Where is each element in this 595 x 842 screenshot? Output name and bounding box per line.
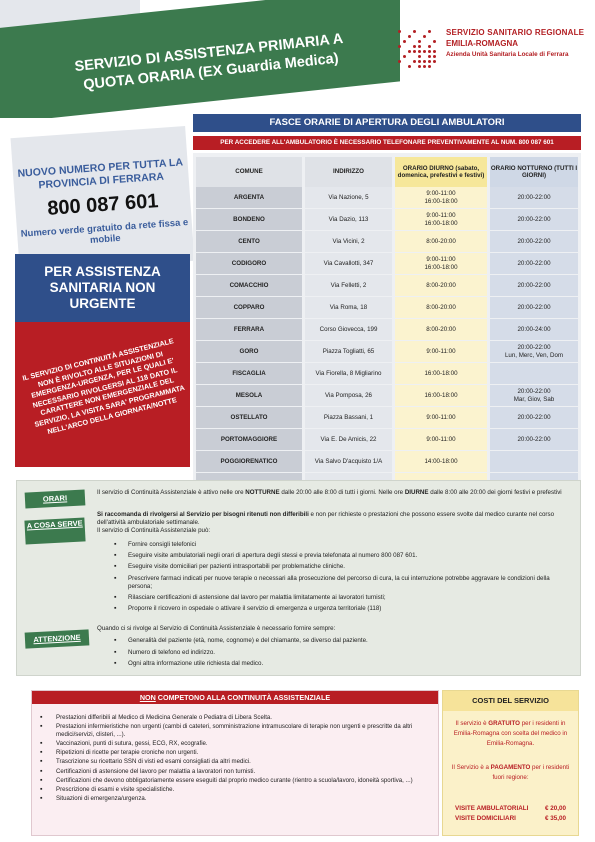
non-competono-box xyxy=(31,690,439,836)
cell-comune: FISCAGLIA xyxy=(196,363,302,384)
non-competono-item: ▪ Ripetizioni di ricette per terapie croniche non urgenti. xyxy=(38,749,428,757)
costs-title: COSTI DEL SERVIZIO xyxy=(443,691,578,711)
ssr-logo xyxy=(398,26,588,76)
non-competono-item: ▪ Situazioni di emergenza/urgenza. xyxy=(38,795,428,803)
non-competono-item: ▪ Trascrizione su ricettario SSN di visti ed esami consigliati da altri medici. xyxy=(38,758,428,766)
non-competono-list xyxy=(32,704,438,803)
acosa-item: ▪ Eseguire visite domiciliari per pazienti intrasportabili per problematiche cliniche. xyxy=(112,563,572,571)
cell-indirizzo: Corso Giovecca, 199 xyxy=(305,319,392,340)
cell-diurno: 9:00-11:00 xyxy=(395,407,487,428)
header-comune: COMUNE xyxy=(196,157,302,187)
cell-notturno: 20:00-22:00 xyxy=(490,297,578,318)
cell-diurno: 16:00-18:00 xyxy=(395,363,487,384)
schedule-rows xyxy=(193,187,581,516)
cell-comune: FERRARA xyxy=(196,319,302,340)
attenzione-list xyxy=(112,637,572,672)
schedule-title: FASCE ORARIE DI APERTURA DEGLI AMBULATORI xyxy=(193,114,581,132)
cell-comune: POGGIORENATICO xyxy=(196,451,302,472)
schedule-row xyxy=(193,429,581,450)
cell-comune: OSTELLATO xyxy=(196,407,302,428)
costs-p1-pre: Il servizio è xyxy=(455,720,489,727)
logo-line-1: SERVIZIO SANITARIO REGIONALE xyxy=(446,28,585,37)
cell-indirizzo: Piazza Togliatti, 65 xyxy=(305,341,392,362)
cell-diurno: 14:00-18:00 xyxy=(395,451,487,472)
cell-notturno: 20:00-22:00 Lun, Merc, Ven, Dom xyxy=(490,341,578,362)
attenzione-tag: ATTENZIONE xyxy=(25,629,90,648)
warning-text: IL SERVIZIO DI CONTINUITÀ ASSISTENZIALE NON È RIVOLTO ALLE SITUAZIONI DI EMERGENZA-URGENZA, PER LE QUALI E' NECESSARIO RIVOLGERSI AL 118 DATO IL CARATTERE NON EMERGENZIALE DEL SERVIZIO, LA VISITA SARA' PROGRAMMATA NELL'ARCO DELLA GIORNATA/NOTTE xyxy=(21,336,186,436)
logo-line-2: EMILIA-ROMAGNA xyxy=(446,39,518,48)
attenzione-item: ▪ Numero di telefono ed indirizzo. xyxy=(112,649,572,657)
cell-comune: MESOLA xyxy=(196,385,302,406)
schedule-row xyxy=(193,253,581,274)
acosa-text xyxy=(97,511,575,535)
acosa-item: ▪ Prescrivere farmaci indicati per nuove terapie o necessari alla prosecuzione del percorso di cura, la cui interruzione potrebbe aggravare le condizioni della persona; xyxy=(112,575,572,591)
non-competono-item: ▪ Certificazioni che devono obbligatoriamente essere eseguiti dal proprio medico curante (rientro a scuola/lavoro, idoneità sportiva, ...) xyxy=(38,777,428,785)
fee1-value: € 20,00 xyxy=(544,805,566,812)
cell-comune: GORO xyxy=(196,341,302,362)
cell-indirizzo: Via Fiorella, 8 Migliarino xyxy=(305,363,392,384)
attenzione-text: Quando ci si rivolge al Servizio di Continuità Assistenziale è necessario fornire sempre: xyxy=(97,625,336,632)
cell-diurno: 9:00-11:00 xyxy=(395,429,487,450)
orari-notturne: NOTTURNE xyxy=(245,489,280,496)
cell-indirizzo: Via Dazio, 113 xyxy=(305,209,392,230)
costs-p2-bold: PAGAMENTO xyxy=(490,764,531,771)
cell-comune: BONDENO xyxy=(196,209,302,230)
free-number-text: Numero verde gratuito da rete fissa e mobile xyxy=(20,217,189,246)
cell-notturno: 20:00-22:00 xyxy=(490,429,578,450)
cell-notturno: 20:00-22:00 xyxy=(490,187,578,208)
acosa-line2: Il servizio di Continuità Assistenziale può: xyxy=(97,527,211,534)
cell-notturno: 20:00-22:00 xyxy=(490,275,578,296)
cell-diurno: 8:00-20:00 xyxy=(395,319,487,340)
cell-notturno: 20:00-22:00 xyxy=(490,209,578,230)
orari-mid: dalle 20:00 alle 8:00 di tutti i giorni. Nelle ore xyxy=(279,489,405,496)
cell-diurno: 8:00-20:00 xyxy=(395,275,487,296)
cell-comune: ARGENTA xyxy=(196,187,302,208)
non-competono-item: ▪ Prestazioni infermieristiche non urgenti (cambi di cateteri, somministrazione intramuscolare di terapie non urgenti e prescritte da altri medici/servizi, clisteri, ...). xyxy=(38,723,428,738)
acosa-rest: e non per richieste o prestazioni che possono essere svolte dal medico curante nel corso dell'attività ambulatoriale settimanale. xyxy=(97,511,555,526)
schedule-row xyxy=(193,451,581,472)
costs-p1-bold: GRATUITO xyxy=(488,720,520,727)
schedule-header-row xyxy=(193,157,581,187)
cell-indirizzo: Piazza Bassani, 1 xyxy=(305,407,392,428)
schedule-table xyxy=(193,153,581,520)
acosa-bold: Si raccomanda di rivolgersi al Servizio per bisogni ritenuti non differibili xyxy=(97,511,309,518)
cell-indirizzo: Via Roma, 18 xyxy=(305,297,392,318)
acosa-item: ▪ Proporre il ricovero in ospedale o attivare il servizio di emergenza e urgenza territoriale (118) xyxy=(112,605,572,613)
schedule-row xyxy=(193,407,581,428)
cell-comune: PORTOMAGGIORE xyxy=(196,429,302,450)
page-title: SERVIZIO DI ASSISTENZA PRIMARIA A QUOTA ORARIA (EX Guardia Medica) xyxy=(73,30,344,94)
attenzione-item: ▪ Ogni altra informazione utile richiesta dal medico. xyxy=(112,660,572,668)
fee2-value: € 35,00 xyxy=(544,815,566,822)
header-notturno: ORARIO NOTTURNO (TUTTI I GIORNI) xyxy=(490,157,578,187)
orari-text xyxy=(97,489,575,497)
cell-comune: CODIGORO xyxy=(196,253,302,274)
orari-tag: ORARI xyxy=(25,489,86,508)
cell-diurno: 9:00-11:00 16:00-18:00 xyxy=(395,187,487,208)
non-competono-item: ▪ Prestazioni differibili al Medico di Medicina Generale o Pediatra di Libera Scelta. xyxy=(38,714,428,722)
header-diurno: ORARIO DIURNO (sabato, domenica, prefestivi e festivi) xyxy=(395,157,487,187)
fee-domiciliari xyxy=(443,815,578,822)
cell-diurno: 9:00-11:00 xyxy=(395,341,487,362)
cell-diurno: 8:00-20:00 xyxy=(395,231,487,252)
fee1-label: VISITE AMBULATORIALI xyxy=(455,805,529,812)
cell-notturno xyxy=(490,363,578,384)
cell-indirizzo: Via Nazione, 5 xyxy=(305,187,392,208)
costs-p2-pre: Il Servizio è a xyxy=(451,764,491,771)
cell-notturno xyxy=(490,451,578,472)
schedule-row xyxy=(193,341,581,362)
schedule-section xyxy=(193,114,581,520)
cell-indirizzo: Via Vicini, 2 xyxy=(305,231,392,252)
orari-prefix: Il servizio di Continuità Assistenziale è attivo nelle ore xyxy=(97,489,246,496)
costs-p2-post: per i residenti fuori regione: xyxy=(492,764,570,781)
warning-box xyxy=(15,322,190,467)
cell-notturno: 20:00-22:00 xyxy=(490,231,578,252)
non-competono-item: ▪ Certificazioni di astensione del lavoro per malattia a lavoratori non turnisti. xyxy=(38,768,428,776)
non-competono-title xyxy=(32,691,438,704)
acosa-item: ▪ Eseguire visite ambulatoriali negli orari di apertura degli stessi e previa telefonata al numero 800 087 601. xyxy=(112,552,572,560)
schedule-row xyxy=(193,319,581,340)
acosa-item: ▪ Fornire consigli telefonici xyxy=(112,541,572,549)
fee2-label: VISITE DOMICILIARI xyxy=(455,815,516,822)
schedule-subtitle: PER ACCEDERE ALL'AMBULATORIO È NECESSARIO TELEFONARE PREVENTIVAMENTE AL NUM. 800 087 601 xyxy=(193,136,581,150)
cell-diurno: 9:00-11:00 16:00-18:00 xyxy=(395,253,487,274)
non-competono-item: ▪ Vaccinazioni, punti di sutura, gessi, ECG, RX, ecografie. xyxy=(38,740,428,748)
cell-indirizzo: Via Felletti, 2 xyxy=(305,275,392,296)
logo-line-3: Azienda Unità Sanitaria Locale di Ferrara xyxy=(446,51,569,58)
non-competono-title-rest: COMPETONO ALLA CONTINUITÀ ASSISTENZIALE xyxy=(155,693,331,702)
costs-free-text xyxy=(443,719,578,749)
cell-indirizzo: Via Pomposa, 26 xyxy=(305,385,392,406)
cell-diurno: 8:00-20:00 xyxy=(395,297,487,318)
title-banner xyxy=(0,0,400,118)
cell-comune: COMACCHIO xyxy=(196,275,302,296)
phone-column xyxy=(15,118,190,267)
acosa-tag: A COSA SERVE xyxy=(24,517,85,544)
cell-notturno: 20:00-24:00 xyxy=(490,319,578,340)
phone-number: 800 087 601 xyxy=(46,190,160,220)
schedule-row xyxy=(193,209,581,230)
attenzione-item: ▪ Generalità del paziente (età, nome, cognome) e del chiamante, se diverso dal paziente. xyxy=(112,637,572,645)
phone-box xyxy=(11,126,195,273)
cell-indirizzo: Via Cavallotti, 347 xyxy=(305,253,392,274)
header-indirizzo: INDIRIZZO xyxy=(305,157,392,187)
acosa-list xyxy=(112,541,572,616)
schedule-row xyxy=(193,275,581,296)
schedule-row xyxy=(193,363,581,384)
costs-paid-text xyxy=(443,763,578,783)
schedule-row xyxy=(193,297,581,318)
info-section xyxy=(16,480,581,676)
acosa-item: ▪ Rilasciare certificazioni di astensione dal lavoro per malattia limitatamente ai lavoratori turnisti; xyxy=(112,594,572,602)
cell-diurno: 9:00-11:00 16:00-18:00 xyxy=(395,209,487,230)
cell-notturno: 20:00-22:00 xyxy=(490,407,578,428)
schedule-row xyxy=(193,385,581,406)
orari-diurne: DIURNE xyxy=(404,489,429,496)
cell-notturno: 20:00-22:00 xyxy=(490,253,578,274)
non-competono-item: ▪ Prescrizione di esami e visite specialistiche. xyxy=(38,786,428,794)
cell-notturno: 20:00-22:00 Mar, Giov, Sab xyxy=(490,385,578,406)
fee-ambulatoriali xyxy=(443,805,578,812)
schedule-row xyxy=(193,187,581,208)
cell-comune: CENTO xyxy=(196,231,302,252)
cell-diurno: 16:00-18:00 xyxy=(395,385,487,406)
costs-box xyxy=(442,690,579,836)
orari-suffix: dalle 8:00 alle 20:00 dei giorni festivi e prefestivi xyxy=(428,489,562,496)
costs-p1-post: per i residenti in Emilia-Romagna con scelta del medico in Emilia-Romagna. xyxy=(453,720,568,747)
non-word: NON xyxy=(139,693,156,702)
new-number-text: NUOVO NUMERO PER TUTTA LA PROVINCIA DI FERRARA xyxy=(17,156,184,192)
cell-indirizzo: Via E. De Amicis, 22 xyxy=(305,429,392,450)
logo-dots-icon xyxy=(398,30,438,70)
schedule-row xyxy=(193,231,581,252)
assistance-label: PER ASSISTENZA SANITARIA NON URGENTE xyxy=(15,254,190,324)
cell-indirizzo: Via Salvo D'acquisto 1/A xyxy=(305,451,392,472)
cell-comune: COPPARO xyxy=(196,297,302,318)
